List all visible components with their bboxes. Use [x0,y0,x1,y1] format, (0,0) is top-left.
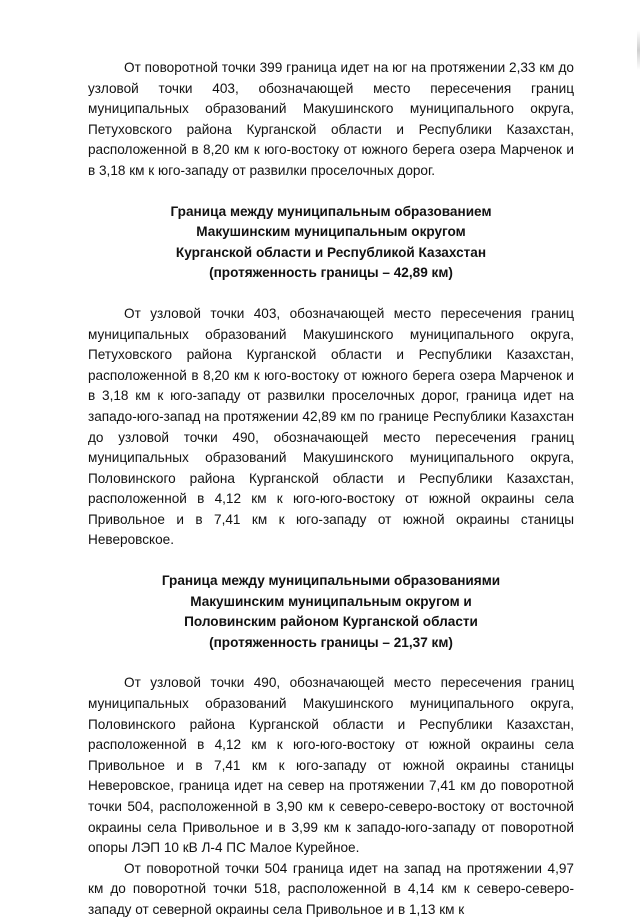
paragraph-point-504: От поворотной точки 504 граница идет на запад на протяжении 4,97 км до поворотной точки 518, расположенной в 4,14 км к северо-северо-западу от северной окраины села Привольное и в 1,13 км к [88,860,574,917]
section-heading-kazakhstan [88,202,574,284]
document-page [88,58,574,921]
heading-line: Курганской области и Республикой Казахстан [175,244,487,260]
heading-length-line: (протяженность границы – 21,37 км) [209,634,453,650]
heading-line: Граница между муниципальным образованием [170,203,492,219]
heading-line: Половинским районом Курганской области [184,614,478,630]
section-heading-polovinsky [88,571,574,653]
paragraph-point-490: От узловой точки 490, обозначающей место пересечения границ муниципальных образований Макушинского муниципального округа, Половинского района Курганской области и Республики Казахстан, расположенной в 4,12 км к юго-юго-востоку от южной окраины села Привольное и в 7,41 км к юго-западу от южной окраины станицы Неверовское, граница идет на север на протяжении 7,41 км до поворотной точки 504, расположенной в 3,90 км к северо-северо-востоку от восточной окраины села Привольное и в 3,99 км к западо-юго-западу от поворотной опоры ЛЭП 10 кВ Л-4 ПС Малое Курейное. [88,675,574,856]
heading-line: Макушинским муниципальным округом [196,224,466,240]
heading-length-line: (протяженность границы – 42,89 км) [209,265,453,281]
paragraph-point-399: От поворотной точки 399 граница идет на юг на протяжении 2,33 км до узловой точки 403, обозначающей место пересечения границ муниципальных образований Макушинского муниципального округа, Петуховского района Курганской области и Республики Казахстан, расположенной в 8,20 км к юго-востоку от южного берега озера Марченок и в 3,18 км к юго-западу от развилки проселочных дорог. [88,60,574,178]
heading-line: Граница между муниципальными образованиями [161,573,501,589]
paragraph-point-403: От узловой точки 403, обозначающей место пересечения границ муниципальных образований Макушинского муниципального округа, Петуховского района Курганской области и Республики Казахстан, расположенной в 8,20 км к юго-востоку от южного берега озера Марченок и в 3,18 км к юго-западу от развилки проселочных дорог, граница идет на западо-юго-запад на протяжении 42,89 км по границе Республики Казахстан до узловой точки 490, обозначающей место пересечения границ муниципальных образований Макушинского муниципального округа, Половинского района Курганской области и Республики Казахстан, расположенной в 4,12 км к юго-юго-востоку от южной окраины села Привольное и в 7,41 км к юго-западу от южной окраины станицы Неверовское. [88,305,574,548]
heading-line: Макушинским муниципальным округом и [190,593,472,609]
